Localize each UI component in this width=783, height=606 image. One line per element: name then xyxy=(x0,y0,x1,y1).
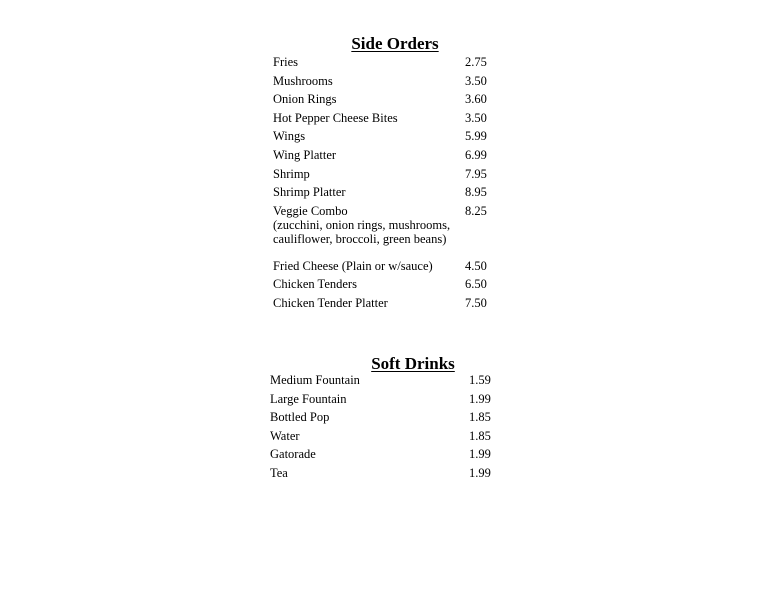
item-name: Chicken Tenders xyxy=(273,277,357,292)
item-price: 4.50 xyxy=(465,258,487,273)
menu-item xyxy=(273,128,503,147)
menu-item xyxy=(270,465,500,484)
menu-item xyxy=(273,258,503,277)
menu-item xyxy=(273,147,503,166)
item-price: 3.50 xyxy=(465,110,487,125)
item-price: 1.99 xyxy=(469,447,491,462)
item-name: Hot Pepper Cheese Bites xyxy=(273,110,398,125)
item-name: Shrimp Platter xyxy=(273,185,346,200)
item-name: Onion Rings xyxy=(273,92,337,107)
side-orders-title: Side Orders xyxy=(351,34,439,53)
menu-item xyxy=(270,409,500,428)
menu-item xyxy=(273,203,503,246)
item-name: Wings xyxy=(273,129,306,144)
item-price: 6.99 xyxy=(465,147,487,162)
item-name: Medium Fountain xyxy=(270,373,360,387)
menu-item xyxy=(273,295,503,314)
item-price: 8.25 xyxy=(465,203,487,218)
menu-item xyxy=(273,91,503,110)
soft-drinks-list xyxy=(270,372,500,484)
side-orders-list xyxy=(273,54,503,314)
item-description: (zucchini, onion rings, mushrooms, xyxy=(273,217,451,232)
menu-item xyxy=(273,110,503,129)
item-name: Gatorade xyxy=(270,447,316,462)
item-name: Mushrooms xyxy=(273,73,333,88)
item-name: Fries xyxy=(273,55,298,69)
menu-item xyxy=(273,166,503,185)
item-price: 7.50 xyxy=(465,295,487,310)
item-price: 1.85 xyxy=(469,428,491,443)
item-name: Shrimp xyxy=(273,166,310,181)
item-price: 3.50 xyxy=(465,73,487,88)
item-name: Large Fountain xyxy=(270,391,347,406)
item-price: 8.95 xyxy=(465,185,487,200)
item-description: cauliflower, broccoli, green beans) xyxy=(273,231,447,246)
item-name: Wing Platter xyxy=(273,147,337,162)
item-price: 1.59 xyxy=(469,373,491,387)
soft-drinks-title: Soft Drinks xyxy=(371,354,455,373)
item-price: 1.85 xyxy=(469,410,491,425)
item-price: 7.95 xyxy=(465,166,487,181)
menu-item xyxy=(270,372,500,391)
menu-item xyxy=(273,73,503,92)
item-name: Chicken Tender Platter xyxy=(273,295,388,310)
item-price: 5.99 xyxy=(465,129,487,144)
item-price: 3.60 xyxy=(465,92,487,107)
menu-item xyxy=(273,276,503,295)
item-price: 6.50 xyxy=(465,277,487,292)
item-price: 1.99 xyxy=(469,391,491,406)
item-price: 1.99 xyxy=(469,465,491,480)
item-name: Veggie Combo xyxy=(273,203,348,218)
item-name: Tea xyxy=(270,465,288,480)
menu-item xyxy=(273,184,503,203)
item-price: 2.75 xyxy=(465,55,487,69)
menu-item xyxy=(270,391,500,410)
item-name: Bottled Pop xyxy=(270,410,330,425)
menu-item xyxy=(270,446,500,465)
menu-item xyxy=(270,428,500,447)
item-name: Fried Cheese (Plain or w/sauce) xyxy=(273,258,433,273)
menu-item xyxy=(273,54,503,73)
item-name: Water xyxy=(270,428,300,443)
